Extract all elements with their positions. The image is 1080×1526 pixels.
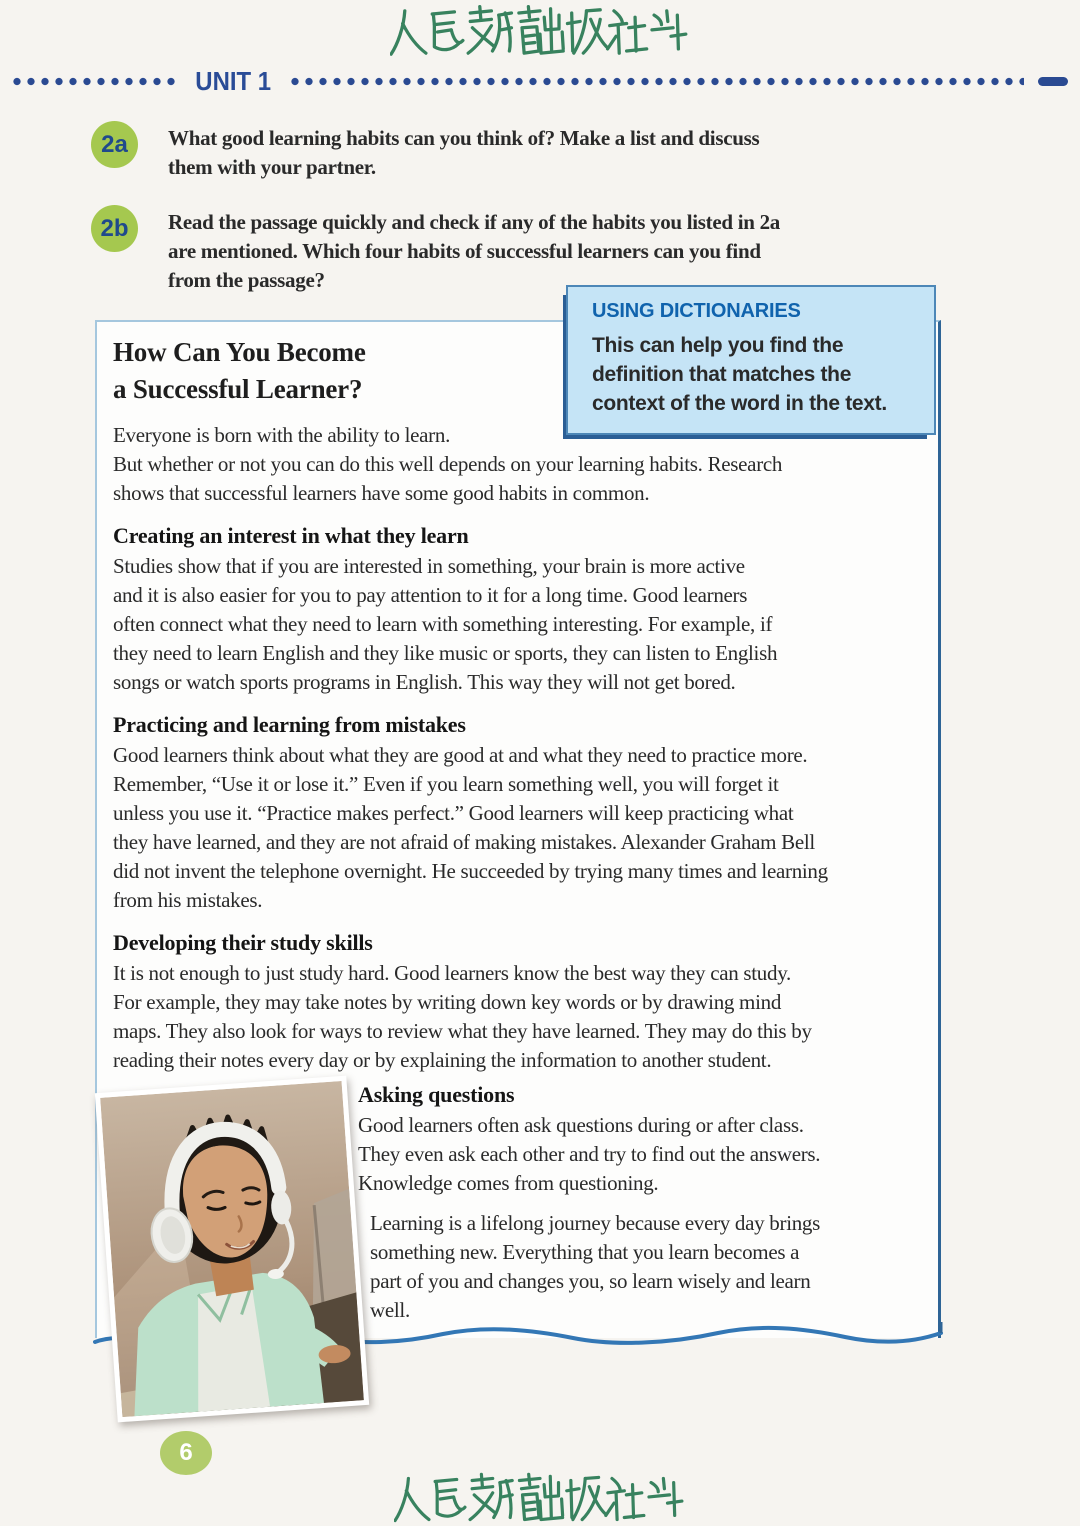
section-body-practicing: Good learners think about what they are good at and what they need to practice more. Remember, “Use it or lose it.” Even if you learn something well, you will forget it unless you use it. “Practice makes perfect.” Good learners will keep practicing what they have learned, and they are not afraid of making mistakes. Alexander Graham Bell did not invent the telephone overnight. He succeeded by trying many times and learning from his mistakes.	[113, 743, 828, 912]
intro-lines: Everyone is born with the ability to learn. But whether or not you can do this well depends on your learning habits. Research shows that successful learners have some good habits in common.	[113, 423, 783, 505]
tip-box-body: This can help you find the definition that matches the context of the word in the text.	[592, 334, 887, 415]
section-heading-asking-questions: Asking questions	[358, 1082, 515, 1107]
activity-text-2a: What good learning habits can you think of? Make a list and discuss them with your partner.	[168, 126, 760, 179]
section-heading-study-skills: Developing their study skills	[113, 930, 373, 955]
passage-title: How Can You Become a Successful Learner?	[113, 337, 366, 404]
rule-end-dash	[1038, 77, 1068, 86]
publisher-logo-calligraphy	[394, 1472, 686, 1526]
student-photo-illustration	[100, 1081, 364, 1417]
student-photo	[95, 1076, 369, 1423]
unit-label: UNIT 1	[195, 65, 272, 96]
passage-content	[113, 334, 919, 1075]
section-heading-creating-interest: Creating an interest in what they learn	[113, 523, 469, 548]
publisher-logo-calligraphy	[390, 4, 690, 60]
activity-badge-2a: 2a	[91, 121, 138, 168]
section-heading-practicing: Practicing and learning from mistakes	[113, 712, 466, 737]
unit-header-rule	[10, 66, 1068, 96]
dotted-rule-left	[10, 77, 178, 86]
passage-right-column	[358, 1070, 948, 1325]
section-body-study-skills: It is not enough to just study hard. Good learners know the best way they can study. For example, they may take notes by writing down key words or by drawing mind maps. They also look for ways to review what they have learned. They may do this by reading their notes every day or by explaining the information to another student.	[113, 961, 812, 1072]
activity-text-2b: Read the passage quickly and check if any of the habits you listed in 2a are mentioned. Which four habits of successful learners can you find from the passage?	[168, 210, 780, 292]
tip-box-title: USING DICTIONARIES	[592, 300, 801, 322]
passage-closing: Learning is a lifelong journey because every day brings something new. Everything that you learn becomes a part of you and changes you, so learn wisely and learn well.	[370, 1211, 821, 1322]
page-number-badge: 6	[160, 1431, 212, 1475]
publisher-logo-top	[390, 4, 690, 60]
section-body-asking-questions: Good learners often ask questions during or after class. They even ask each other and try to find out the answers. Knowledge comes from questioning.	[358, 1113, 821, 1195]
publisher-logo-bottom	[394, 1472, 686, 1526]
section-body-creating-interest: Studies show that if you are interested in something, your brain is more active and it is also easier for you to pay attention to it for a long time. Good learners often connect what they need to learn with something interesting. For example, if they need to learn English and they like music or sports, they can listen to English songs or watch sports programs in English. This way they will not get bored.	[113, 554, 778, 694]
tip-box-using-dictionaries	[566, 285, 936, 435]
dotted-rule-right	[288, 77, 1024, 86]
activity-badge-2b: 2b	[91, 205, 138, 252]
